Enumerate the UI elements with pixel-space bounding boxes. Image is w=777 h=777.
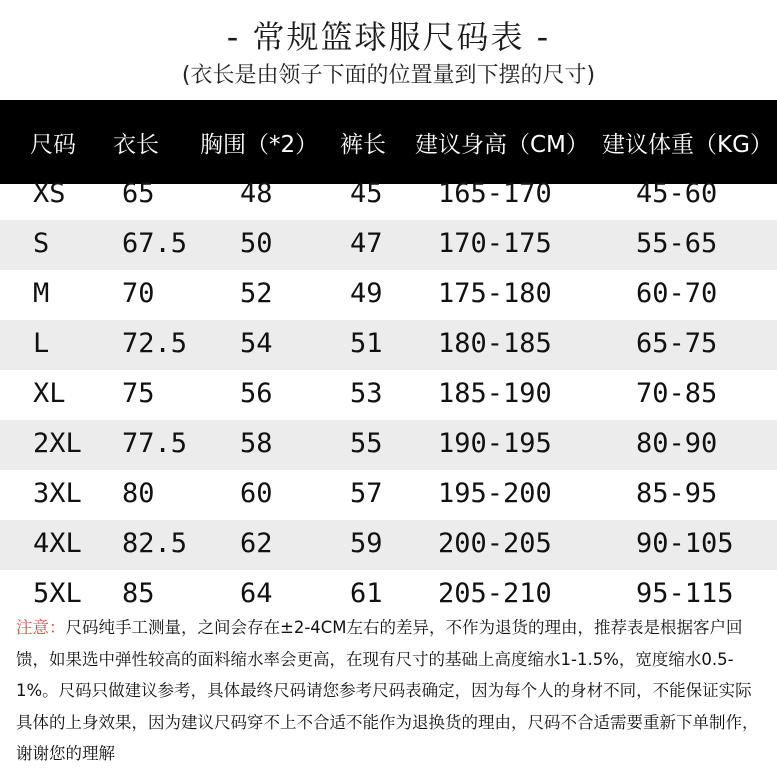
table-row xyxy=(0,220,777,270)
cell-height: 165-170 xyxy=(438,178,552,209)
cell-height: 180-185 xyxy=(438,328,552,359)
header-length: 衣长 xyxy=(113,132,159,158)
cell-height: 185-190 xyxy=(438,378,552,409)
cell-weight: 70-85 xyxy=(636,378,718,409)
cell-pants: 53 xyxy=(350,378,383,409)
table-row xyxy=(0,320,777,370)
cell-height: 190-195 xyxy=(438,428,552,459)
cell-length: 72.5 xyxy=(122,328,188,359)
cell-chest: 52 xyxy=(240,278,273,309)
header-chest: 胸围（*2） xyxy=(200,132,319,158)
cell-weight: 90-105 xyxy=(636,528,734,559)
cell-chest: 54 xyxy=(240,328,273,359)
cell-length: 77.5 xyxy=(122,428,188,459)
cell-pants: 49 xyxy=(350,278,383,309)
cell-size: XL xyxy=(33,378,66,409)
cell-weight: 45-60 xyxy=(636,178,718,209)
cell-pants: 45 xyxy=(350,178,383,209)
cell-chest: 50 xyxy=(240,228,273,259)
cell-size: L xyxy=(33,328,50,359)
cell-height: 195-200 xyxy=(438,478,552,509)
cell-weight: 65-75 xyxy=(636,328,718,359)
cell-weight: 85-95 xyxy=(636,478,718,509)
cell-chest: 64 xyxy=(240,578,273,609)
cell-size: 5XL xyxy=(33,578,82,609)
cell-size: M xyxy=(33,278,50,309)
cell-pants: 47 xyxy=(350,228,383,259)
cell-pants: 57 xyxy=(350,478,383,509)
table-row xyxy=(0,370,777,420)
cell-weight: 55-65 xyxy=(636,228,718,259)
size-table-body xyxy=(0,170,777,620)
cell-size: S xyxy=(33,228,50,259)
page-title: - 常规篮球服尺码表 - xyxy=(226,18,551,56)
cell-height: 175-180 xyxy=(438,278,552,309)
cell-size: 3XL xyxy=(33,478,82,509)
size-note xyxy=(16,612,768,770)
header-height: 建议身高（CM） xyxy=(415,132,589,158)
cell-pants: 59 xyxy=(350,528,383,559)
cell-length: 80 xyxy=(122,478,155,509)
cell-length: 85 xyxy=(122,578,155,609)
cell-length: 75 xyxy=(122,378,155,409)
header-size: 尺码 xyxy=(30,132,76,158)
cell-size: 4XL xyxy=(33,528,82,559)
cell-chest: 58 xyxy=(240,428,273,459)
cell-height: 205-210 xyxy=(438,578,552,609)
cell-weight: 60-70 xyxy=(636,278,718,309)
cell-pants: 55 xyxy=(350,428,383,459)
cell-length: 67.5 xyxy=(122,228,188,259)
header-pants-length: 裤长 xyxy=(340,132,386,158)
page-subtitle: (衣长是由领子下面的位置量到下摆的尺寸) xyxy=(181,63,596,88)
table-row xyxy=(0,470,777,520)
cell-weight: 95-115 xyxy=(636,578,734,609)
table-row xyxy=(0,420,777,470)
cell-height: 170-175 xyxy=(438,228,552,259)
cell-size: 2XL xyxy=(33,428,82,459)
cell-pants: 51 xyxy=(350,328,383,359)
cell-length: 70 xyxy=(122,278,155,309)
cell-chest: 56 xyxy=(240,378,273,409)
table-row xyxy=(0,270,777,320)
table-row xyxy=(0,520,777,570)
header-weight: 建议体重（KG） xyxy=(602,132,773,158)
cell-chest: 48 xyxy=(240,178,273,209)
cell-weight: 80-90 xyxy=(636,428,718,459)
cell-size: XS xyxy=(33,178,66,209)
cell-length: 82.5 xyxy=(122,528,188,559)
cell-height: 200-205 xyxy=(438,528,552,559)
cell-chest: 60 xyxy=(240,478,273,509)
cell-chest: 62 xyxy=(240,528,273,559)
cell-length: 65 xyxy=(122,178,155,209)
note-label: 注意： xyxy=(16,618,66,637)
cell-pants: 61 xyxy=(350,578,383,609)
table-row xyxy=(0,170,777,220)
note-text: 尺码纯手工测量，之间会存在±2-4CM左右的差异，不作为退货的理由，推荐表是根据客户回馈，如果选中弹性较高的面料缩水率会更高，在现有尺寸的基础上高度缩水1-1.5%，宽度缩水0.5-1%。尺码只做建议参考，具体最终尺码请您参考尺码表确定，因为每个人的身材不同，不能保证实际具体的上身效果，因为建议尺码穿不上不合适不能作为退换货的理由，尺码不合适需要重新下单制作，谢谢您的理解 xyxy=(16,618,759,763)
